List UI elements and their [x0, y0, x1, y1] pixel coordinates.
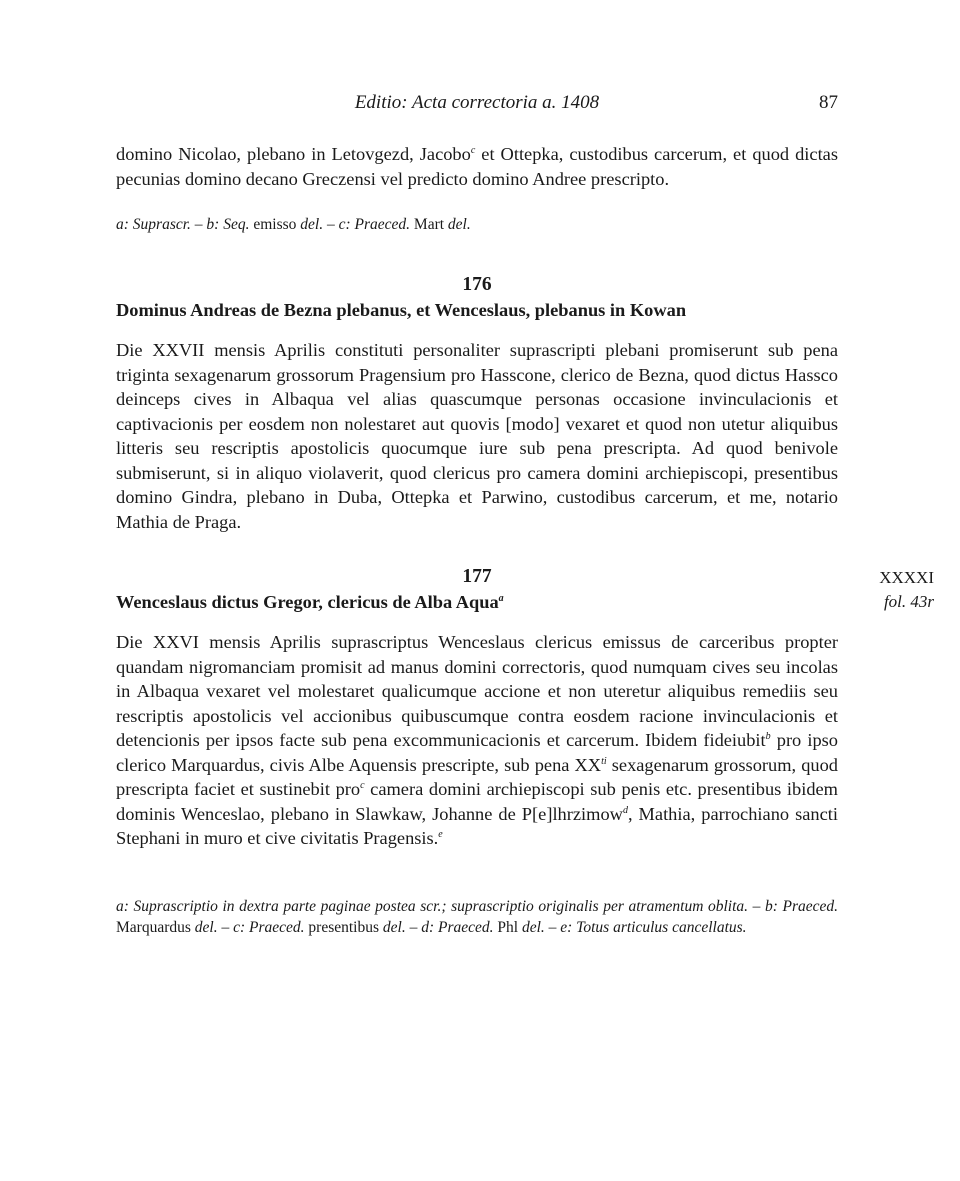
- margin-folio-reference: fol. 43r: [883, 592, 934, 611]
- entry-176-text: Die XXVII mensis Aprilis constituti personaliter suprascripti plebani promiserunt sub pena triginta sexagenarum grossorum Pragensium pro Hasscone, clerico de Bezna, quod dictus Hassco deinceps cives in Albaqua vel alias quascumque personas occasione invinculacionis et captivacionis per eosdem non nolestaret aut quovis [modo] vexaret et quod non utetur aliquibus litteris seu rescriptis apostolicis quocumque iure sub pena prescripta. Ad quod benivole submiserunt, si in aliquo violaverit, quod clericus pro camera domini archiepiscopi, presentibus domino Gindra, plebano in Duba, Ottepka et Parwino, custodibus carcerum, et me, notario Mathia de Praga.: [116, 340, 838, 532]
- entry-177-text: Die XXVI mensis Aprilis suprascriptus Wenceslaus clericus emissus de carceribus propter quandam nigromanciam promisit ad manus domini correctoris, quod numquam cives seu incolas in Albaqua vexaret vel molestaret qualicumque accione et non uteretur aliquibus remediis seu rescriptis apostolicis vel accionibus quibuscumque contra eosdem racione invinculacionis et detencionis per ipsos facte sub pena excommunicacionis et carcerum. Ibidem fideiubit$^b$ pro ipso clerico Marquardus, civis Albe Aquensis prescripte, sub pena $XX^{ti}$ sexagenarum grossorum, quod prescripta faciet et sustinebit pro$^c$ camera domini archiepiscopi sub penis etc. presentibus ibidem dominis Wenceslao, plebano in Slawkaw, Johanne de P[e]lhrzimow$^d$, Mathia, parrochiano sancti Stephani in muro et cive civitatis Pragensis.$^e$: [116, 632, 839, 848]
- previous-entry-notes: a: Suprascr. – b: Seq. emisso del. – c: Praeced. Mart del.: [116, 216, 471, 233]
- margin-folio-numeral: XXXXI: [879, 568, 934, 587]
- margin-folio-note: [848, 566, 934, 614]
- previous-entry-text: domino Nicolao, plebano in Letovgezd, Jacobo$^c$ et Ottepka, custodibus carcerum, et quod dictas pecunias domino decano Greczensi vel predicto domino Andree prescripto.: [116, 144, 839, 189]
- entry-176-number: 176: [462, 274, 492, 295]
- entry-177-notes: a: Suprascriptio in dextra parte paginae postea scr.; suprascriptio originalis per atramentum oblita. – b: Praeced. Marquardus del. – c: Praeced. presentibus del. – d: Praeced. Phl del. – e: Totus articulus cancellatus.: [116, 898, 838, 936]
- entry-177-number: 177: [462, 566, 492, 587]
- running-title: Editio: Acta correctoria a. 1408: [354, 92, 600, 113]
- entry-177-title: Wenceslaus dictus Gregor, clericus de Alba Aqua$^a$: [116, 592, 504, 612]
- page-header: [116, 92, 838, 118]
- entry-176-title: Dominus Andreas de Bezna plebanus, et Wenceslaus, plebanus in Kowan: [116, 300, 687, 320]
- page-number: 87: [819, 92, 838, 113]
